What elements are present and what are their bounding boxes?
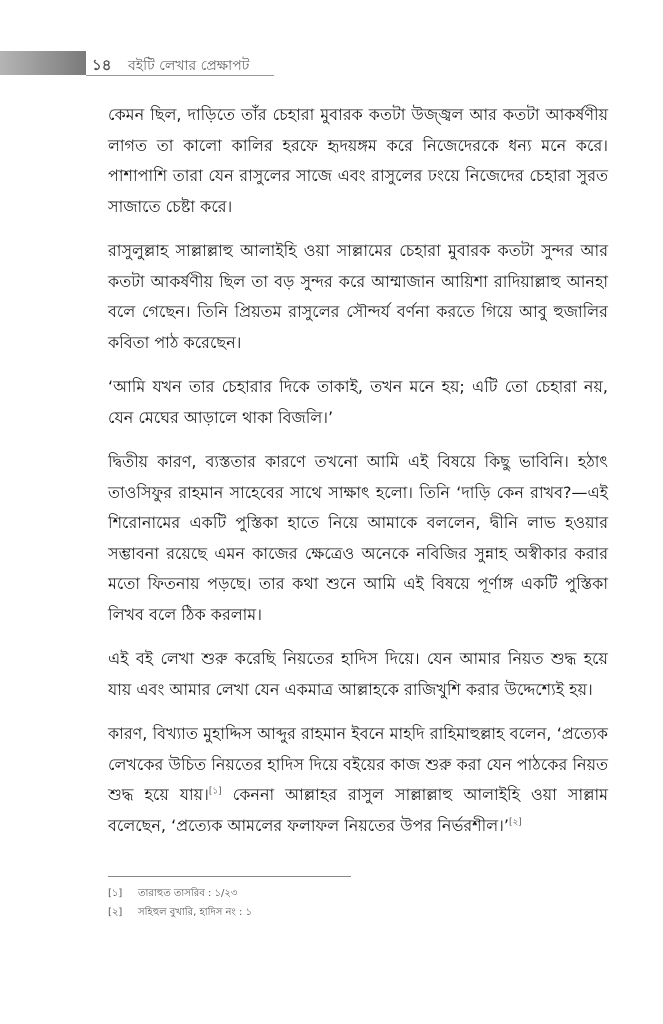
paragraph-part: কারণ, বিখ্যাত মুহাদ্দিস আব্দুর রাহমান ইবনে মাহদি রাহিমাহুল্লাহ বলেন, ‘প্রত্যেক লেখকের উচিত নিয়তের হাদিস দিয়ে বইয়ের কাজ শুরু করা যেন পাঠকের নিয়ত শুদ্ধ হয়ে যায়। bbox=[108, 724, 608, 804]
paragraph: কেমন ছিল, দাড়িতে তাঁর চেহারা মুবারক কতটা উজ্জ্বল আর কতটা আকর্ষণীয় লাগত তা কালো কালির হরফে হৃদয়ঙ্গম করে নিজেদেরকে ধন্য মনে করে। পাশাপাশি তারা যেন রাসুলের সাজে এবং রাসুলের ঢংয়ে নিজেদের চেহারা সুরত সাজাতে চেষ্টা করে। bbox=[108, 105, 608, 216]
paragraph: দ্বিতীয় কারণ, ব্যস্ততার কারণে তখনো আমি এই বিষয়ে কিছু ভাবিনি। হঠাৎ তাওসিফুর রাহমান সাহেবের সাথে সাক্ষাৎ হলো। তিনি ‘দাড়ি কেন রাখব?—এই শিরোনামের একটি পুস্তিকা হাতে নিয়ে আমাকে বললেন, দ্বীনি লাভ হওয়ার সম্ভাবনা রয়েছে এমন কাজের ক্ষেত্রেও অনেকে নবিজির সুন্নাহ অস্বীকার করার মতো ফিতনায় পড়ছে। তার কথা শুনে আমি এই বিষয়ে পূর্ণাঙ্গ একটি পুস্তিকা লিখব বলে ঠিক করলাম। bbox=[108, 452, 608, 624]
paragraph: এই বই লেখা শুরু করেছি নিয়তের হাদিস দিয়ে। যেন আমার নিয়ত শুদ্ধ হয়ে যায় এবং আমার লেখা যেন একমাত্র আল্লাহকে রাজিখুশি করার উদ্দেশ্যেই হয়। bbox=[108, 649, 608, 699]
footnote-rule bbox=[108, 876, 351, 877]
paragraph-last bbox=[108, 719, 608, 841]
footnote-item bbox=[108, 903, 508, 922]
paragraph: রাসুলুল্লাহ সাল্লাল্লাহু আলাইহি ওয়া সাল্লামের চেহারা মুবারক কতটা সুন্দর আর কতটা আকর্ষণীয় ছিল তা বড় সুন্দর করে আম্মাজান আয়িশা রাদিয়াল্লাহু আনহা বলে গেছেন। তিনি প্রিয়তম রাসুলের সৌন্দর্য বর্ণনা করতে গিয়ে আবু হুজালির কবিতা পাঠ করেছেন। bbox=[108, 241, 608, 352]
body-text bbox=[108, 100, 608, 855]
footnote-marker: [১] bbox=[108, 888, 123, 899]
running-title: বইটি লেখার প্রেক্ষাপট bbox=[128, 58, 250, 74]
footnotes bbox=[108, 884, 508, 922]
footnote-text: সহিহুল বুখারি, হাদিস নং : ১ bbox=[138, 907, 253, 918]
footnote-text: তারাহুত তাসরিব : ১/২৩ bbox=[138, 888, 238, 899]
footnote-item bbox=[108, 884, 508, 903]
header-bar bbox=[0, 51, 86, 75]
page-number: ১৪ bbox=[92, 56, 112, 74]
footnote-ref-2[interactable]: [২] bbox=[508, 817, 522, 828]
paragraph: ‘আমি যখন তার চেহারার দিকে তাকাই, তখন মনে হয়; এটি তো চেহারা নয়, যেন মেঘের আড়ালে থাকা বিজলি।’ bbox=[108, 377, 608, 427]
footnote-ref-1[interactable]: [১] bbox=[208, 786, 222, 797]
header-rule bbox=[86, 75, 274, 76]
footnote-marker: [২] bbox=[108, 907, 123, 918]
paragraph-part: কেননা আল্লাহর রাসুল সাল্লাল্লাহু আলাইহি ওয়া সাল্লাম বলেছেন, ‘প্রত্যেক আমলের ফলাফল নিয়তের উপর নির্ভরশীল।’ bbox=[108, 785, 608, 835]
